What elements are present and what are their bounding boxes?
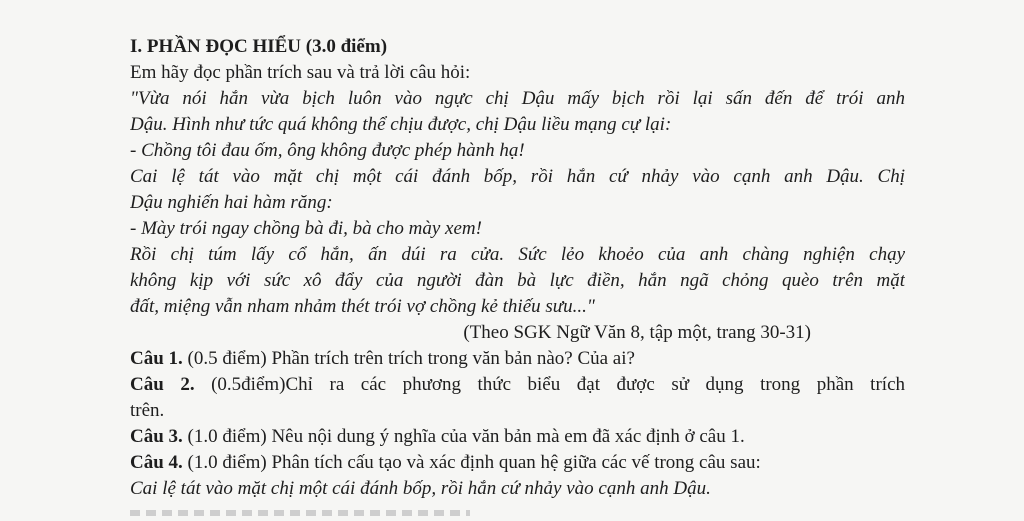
passage-line: - Chồng tôi đau ốm, ông không được phép hành hạ! xyxy=(130,140,525,161)
passage-line: Cai lệ tát vào mặt chị một cái đánh bốp, rồi hắn cứ nhảy vào cạnh anh Dậu. Chị xyxy=(130,166,905,187)
passage-source: (Theo SGK Ngữ Văn 8, tập một, trang 30-31) xyxy=(463,322,811,343)
question-text: (0.5 điểm) Phần trích trên trích trong văn bản nào? Của ai? xyxy=(182,348,635,369)
question-label: Câu 2. xyxy=(130,374,195,395)
section-instruction: Em hãy đọc phần trích sau và trả lời câu hỏi: xyxy=(130,62,471,83)
question-4 xyxy=(130,450,905,476)
passage-line: Rồi chị túm lấy cổ hắn, ấn dúi ra cửa. Sức lẻo khoẻo của anh chàng nghiện chạy xyxy=(130,244,905,265)
passage-line: Dậu. Hình như tức quá không thể chịu được, chị Dậu liều mạng cự lại: xyxy=(130,114,672,135)
question-4-quote: Cai lệ tát vào mặt chị một cái đánh bốp, rồi hắn cứ nhảy vào cạnh anh Dậu. xyxy=(130,478,711,499)
exam-content xyxy=(130,34,905,502)
question-text: (1.0 điểm) Phân tích cấu tạo và xác định quan hệ giữa các vế trong câu sau: xyxy=(182,452,761,473)
question-3 xyxy=(130,424,905,450)
question-2-continuation: trên. xyxy=(130,400,165,421)
question-label: Câu 1. xyxy=(130,348,183,369)
passage-line: đất, miệng vẫn nham nhảm thét trói vợ chồng kẻ thiếu sưu..." xyxy=(130,296,595,317)
question-1 xyxy=(130,346,905,372)
passage-line: không kịp với sức xô đẩy của người đàn bà lực điền, hắn ngã chỏng quèo trên mặt xyxy=(130,270,905,291)
question-text: (1.0 điểm) Nêu nội dung ý nghĩa của văn bản mà em đã xác định ở câu 1. xyxy=(182,426,745,447)
question-list xyxy=(130,346,905,502)
passage-line: Dậu nghiến hai hàm răng: xyxy=(130,192,333,213)
question-2 xyxy=(130,372,905,398)
question-label: Câu 4. xyxy=(130,452,183,473)
passage-line: "Vừa nói hắn vừa bịch luôn vào ngực chị Dậu mấy bịch rồi lại sấn đến để trói anh xyxy=(130,88,905,109)
question-text: (0.5điểm)Chỉ ra các phương thức biểu đạt được sử dụng trong phần trích xyxy=(194,374,905,395)
passage-line: - Mày trói ngay chồng bà đi, bà cho mày xem! xyxy=(130,218,482,239)
cropped-text-line xyxy=(130,510,470,516)
question-label: Câu 3. xyxy=(130,426,183,447)
passage xyxy=(130,86,905,346)
section-heading: I. PHẦN ĐỌC HIỂU (3.0 điểm) xyxy=(130,36,388,57)
